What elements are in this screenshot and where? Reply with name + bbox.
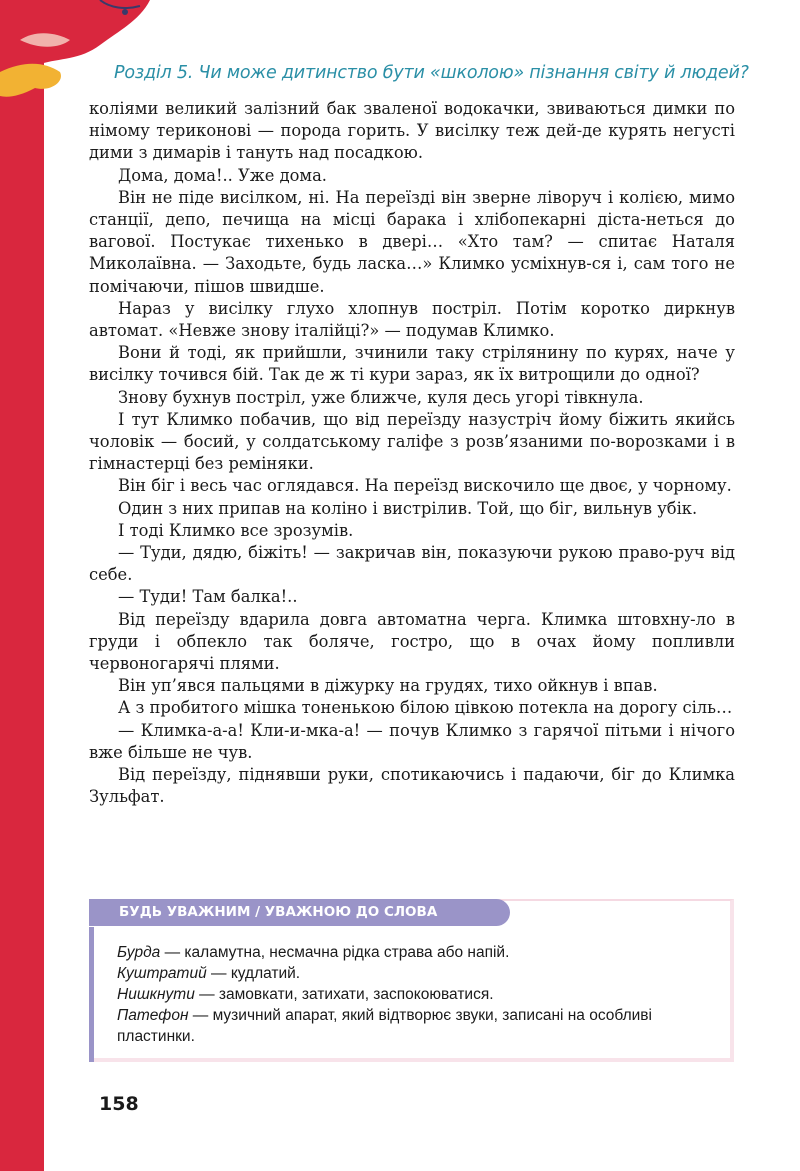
- vocabulary-definition: — кудлатий.: [206, 965, 301, 982]
- paragraph: — Туди, дядю, біжіть! — закричав він, показуючи рукою право-руч від себе.: [89, 543, 735, 585]
- vocabulary-title: БУДЬ УВАЖНИМ / УВАЖНОЮ ДО СЛОВА: [89, 899, 510, 926]
- paragraph: Дома, дома!.. Уже дома.: [118, 165, 327, 185]
- vocabulary-entry: [117, 984, 717, 1005]
- paragraph: І тут Климко побачив, що від переїзду назустріч йому біжить якийсь чоловік — босий, у солдатському галіфе з розв’язаними по-ворозками і в гімнастерці без реміняки.: [89, 409, 735, 474]
- vocabulary-entry: [117, 963, 717, 984]
- vocabulary-term: Бурда: [117, 944, 161, 961]
- paragraph: Від переїзду вдарила довга автоматна черга. Климка штовхну-ло в груди і обпекло так боляче, гостро, що в очах йому попливли червоногарячі плями.: [89, 609, 735, 674]
- chapter-title: Розділ 5. Чи може дитинство бути «школою» пізнання світу й людей?: [114, 63, 749, 83]
- paragraph: Нараз у висілку глухо хлопнув постріл. Потім коротко диркнув автомат. «Невже знову італійці?» — подумав Климко.: [89, 298, 735, 341]
- vocabulary-definition: — каламутна, несмачна рідка страва або напій.: [160, 944, 510, 961]
- paragraph: Вони й тоді, як прийшли, зчинили таку стрілянину по курях, наче у висілку точився бій. Так де ж ті кури зараз, як їх витрощили до одної?: [89, 343, 735, 385]
- vocabulary-definition: — замовкати, затихати, заспокоюватися.: [194, 986, 494, 1003]
- paragraph: Знову бухнув постріл, уже ближче, куля десь угорі тівкнула.: [118, 387, 644, 407]
- decorative-illustration-icon: [0, 0, 200, 110]
- paragraph: Він уп’явся пальцями в діжурку на грудях, тихо ойкнув і впав.: [118, 676, 658, 696]
- paragraph: І тоді Климко все зрозумів.: [118, 520, 354, 540]
- paragraph: — Климка-а-а! Кли-и-мка-а! — почув Климко з гарячої пітьми і нічого вже більше не чув.: [89, 720, 735, 762]
- paragraph: Один з них припав на коліно і вистрілив. Той, що біг, вильнув убік.: [118, 498, 698, 518]
- vocabulary-definition: — музичний апарат, який відтворює звуки, записані на особливі пластинки.: [117, 1007, 652, 1045]
- paragraph: коліями великий залізний бак зваленої водокачки, звиваються димки по німому териконові — порода горить. У висілку теж дей-де курять негусті дими з димарів і тануть над посадкою.: [89, 99, 735, 163]
- paragraph: А з пробитого мішка тоненькою білою цівкою потекла на дорогу сіль…: [118, 698, 733, 718]
- vocabulary-term: Куштратий: [117, 965, 207, 982]
- side-band: [0, 0, 44, 1171]
- paragraph: Він не піде висілком, ні. На переїзді він зверне ліворуч і колією, мимо станції, депо, печища на місці барака і хлібопекарні діста-неться до вагової. Постукає тихенько в двері… «Хто там? — спитає Наталя Миколаївна. — Заходьте, будь ласка…» Климко усміхнув-ся і, сам того не помічаючи, пішов швидше.: [89, 187, 735, 296]
- vocabulary-list: [117, 942, 717, 1047]
- paragraph: Від переїзду, піднявши руки, спотикаючись і падаючи, біг до Климка Зульфат.: [89, 765, 735, 807]
- vocabulary-term: Нишкнути: [117, 986, 195, 1003]
- story-text: [89, 98, 735, 809]
- vocabulary-term: Патефон: [117, 1007, 189, 1024]
- paragraph: Він біг і весь час оглядався. На переїзд вискочило ще двоє, у чорному.: [118, 476, 732, 496]
- paragraph: — Туди! Там балка!..: [118, 587, 298, 607]
- vocabulary-entry: [117, 942, 717, 963]
- vocabulary-entry: [117, 1005, 717, 1047]
- page-number: 158: [99, 1093, 139, 1115]
